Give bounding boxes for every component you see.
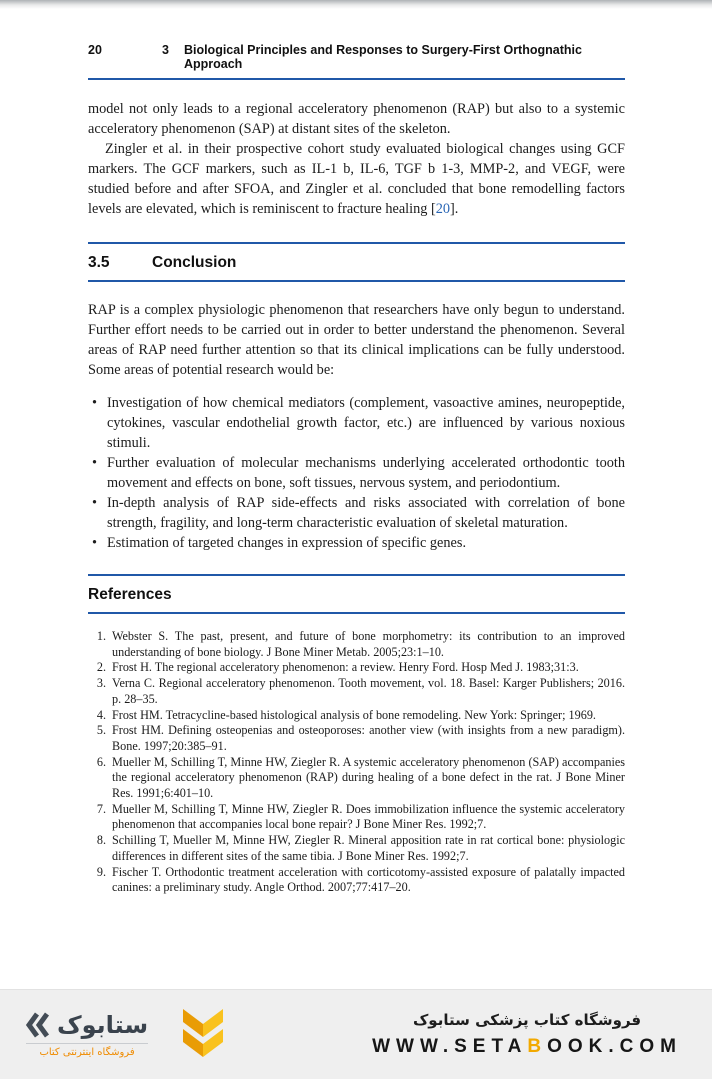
bullet-marker: • [92,455,98,471]
url-highlight: B [527,1036,548,1057]
bullet-text: Further evaluation of molecular mechanisms underlying accelerated orthodontic tooth movement and effects on bone, soft tissues, nervous system, and periodontium. [107,455,625,491]
bullet-marker: • [92,495,98,511]
reference-list [88,629,625,896]
page-content [0,43,712,896]
reference-item [88,802,625,833]
reference-item [88,723,625,754]
reference-number: 4. [96,707,106,722]
page-top-shadow [0,0,712,9]
reference-item [88,833,625,864]
reference-text: Fischer T. Orthodontic treatment acceleration with corticotomy-assisted exposure of palatally impacted canines: a preliminary study. Angle Orthod. 2007;77:417–20. [112,864,625,895]
running-title: Biological Principles and Responses to Surgery-First Orthognathic Approach [183,43,582,71]
reference-number: 7. [96,801,106,816]
bullet-text: Investigation of how chemical mediators (complement, vasoactive amines, neuropeptide, cytokines, vascular endothelial growth factor, etc.) are influenced by various noxious stimuli. [107,395,625,451]
reference-text: Verna C. Regional acceleratory phenomenon. Tooth movement, vol. 18. Basel: Karger Publishers; 2016. p. 28–35. [112,676,625,706]
bullet-item [88,533,625,553]
brand-subtitle: فروشگاه اینترنتی کتاب [26,1043,148,1058]
bullet-marker: • [92,395,98,411]
store-url [372,1036,682,1058]
reference-number: 5. [96,723,106,738]
paragraph: RAP is a complex physiologic phenomenon that researchers have only begun to understand. Further effort needs to be carried out in order to better understand the phenomenon. Several areas of RAP need further attention so that its clinical implications can be fully understood. Some areas of potential research would be: [88,302,625,378]
bullet-list [88,393,625,553]
section-title: Conclusion [152,254,237,271]
reference-item [88,865,625,896]
reference-item [88,755,625,802]
paragraph [88,139,625,219]
bullet-marker: • [92,535,98,551]
references-title: References [88,586,172,603]
bullet-text: Estimation of targeted changes in expression of specific genes. [107,535,467,551]
url-text: WWW.SETA [372,1036,528,1057]
footer [0,989,712,1079]
brand-wordmark-row [26,1011,148,1039]
reference-text: Frost HM. Tetracycline-based histological analysis of bone remodeling. New York: Springer; 1969. [112,707,596,722]
reference-text: Frost H. The regional acceleratory phenomenon: a review. Henry Ford. Hosp Med J. 1983;31:3. [112,660,579,675]
reference-item [88,708,625,724]
chevron-badge-icon [182,1009,224,1061]
store-info [372,1011,686,1058]
brand-wordmark: ستابوک [57,1011,149,1039]
references-heading [88,574,625,614]
brand-logo [26,1011,148,1058]
reference-text: Schilling T, Mueller M, Minne HW, Ziegler R. Mineral apposition rate in rat cortical bone: physiologic differences in different sites of the same tibia. J Bone Miner Res. 1992;7. [112,833,625,863]
reference-text: Frost HM. Defining osteopenias and osteoporoses: another view (with insights from a new paradigm). Bone. 1997;20:385–91. [112,723,625,753]
reference-item [88,660,625,676]
section-number: 3.5 [88,254,110,271]
reference-text: Mueller M, Schilling T, Minne HW, Ziegler R. Does immobilization influence the systemic acceleratory phenomenon that accompanies local bone repair? J Bone Miner Res. 1992;7. [112,801,625,832]
reference-number: 2. [96,660,106,675]
reference-number: 1. [96,629,106,643]
reference-number: 3. [96,676,106,691]
reference-text: Mueller M, Schilling T, Minne HW, Ziegler R. A systemic acceleratory phenomenon (SAP) accompanies the regional acceleratory phenomenon (RAP) during healing of a bone defect in the rat. J Bone Miner Res. 1991;6:401–10. [112,754,625,801]
reference-number: 6. [96,754,106,769]
citation-link[interactable]: 20 [435,201,451,217]
reference-item [88,629,625,660]
bullet-text: In-depth analysis of RAP side-effects and risks associated with correlation of bone strength, fragility, and long-term characteristic evaluation of skeletal maturation. [107,495,625,531]
section-heading [88,242,625,282]
paragraph-text: ]. [450,201,459,217]
reference-number: 8. [96,833,106,848]
page-header [88,43,625,80]
chapter-number: 3 [162,43,169,57]
brand-chevrons-icon [26,1012,50,1038]
reference-item [88,676,625,707]
paragraph: model not only leads to a regional acceleratory phenomenon (RAP) but also to a systemic acceleratory phenomenon (SAP) at distant sites of the skeleton. [88,101,625,137]
reference-number: 9. [96,864,106,879]
reference-text: Webster S. The past, present, and future of bone morphometry: its contribution to an improved understanding of bone biology. J Bone Miner Metab. 2005;23:1–10. [112,629,625,659]
page-number: 20 [88,43,102,57]
url-text: OOK.COM [547,1036,682,1057]
store-name: فروشگاه کتاب پزشکی ستابوک [412,1011,642,1029]
bullet-item [88,393,625,453]
bullet-item [88,493,625,533]
paragraph-text: Zingler et al. in their prospective cohort study evaluated biological changes using GCF markers. The GCF markers, such as IL-1 b, IL-6, TGF b 1-3, MMP-2, and VEGF, were studied before and after SFOA, and Zingler et al. concluded that bone remodelling factors levels are elevated, which is reminiscent to fracture healing [ [88,141,625,217]
bullet-item [88,453,625,493]
